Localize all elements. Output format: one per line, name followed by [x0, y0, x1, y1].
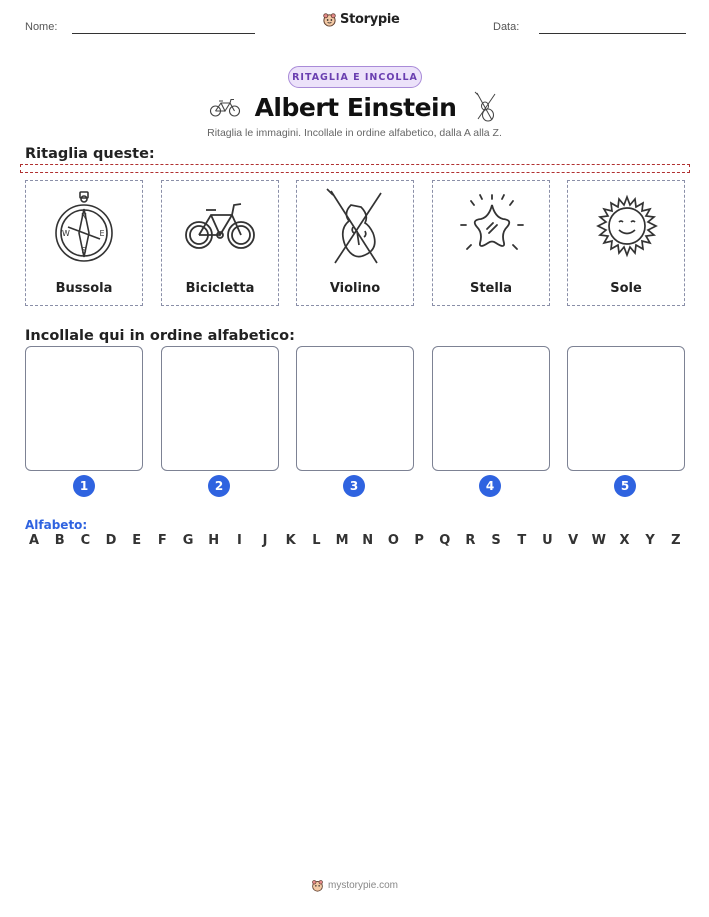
alphabet-letter: Z: [671, 533, 681, 548]
cut-card-bussola[interactable]: [25, 180, 143, 306]
alphabet-letter: U: [542, 533, 553, 548]
alphabet-letter: B: [54, 533, 65, 548]
compass-icon: [50, 189, 118, 267]
alphabet-letter: H: [208, 533, 220, 548]
alphabet-letter: X: [619, 533, 630, 548]
violin-icon: [470, 90, 500, 124]
svg-text:W: W: [62, 229, 70, 238]
card-label-bussola: Bussola: [55, 281, 113, 296]
svg-text:S: S: [81, 246, 87, 255]
cut-heading: Ritaglia queste:: [25, 146, 155, 162]
alphabet-letter: N: [362, 533, 374, 548]
alphabet-letter: P: [414, 533, 424, 548]
paste-box-3[interactable]: [296, 346, 414, 471]
alphabet-letter: S: [491, 533, 501, 548]
alphabet-letter: T: [517, 533, 527, 548]
star-icon: [457, 191, 527, 261]
alphabet-letter: O: [387, 533, 399, 548]
storypie-mascot-icon: [311, 879, 324, 892]
alphabet-letter: A: [28, 533, 40, 548]
alphabet-letter: C: [80, 533, 91, 548]
bicycle-icon: [184, 193, 256, 263]
alphabet-letter: I: [236, 533, 242, 548]
alphabet-letter: M: [335, 533, 349, 548]
title-row: [0, 90, 709, 124]
card-label-violino: Violino: [329, 281, 381, 296]
name-label: Nome:: [25, 21, 58, 33]
alphabet-letter: K: [285, 533, 296, 548]
alphabet-letter: Q: [439, 533, 451, 548]
card-label-sole: Sole: [610, 281, 642, 296]
bicycle-icon: [209, 96, 241, 118]
alphabet-letter: G: [182, 533, 194, 548]
number-badge-3: 3: [343, 475, 365, 497]
date-label: Data:: [493, 21, 520, 33]
alphabet-letter: W: [591, 533, 606, 548]
alphabet-letter: V: [568, 533, 579, 548]
sun-icon: [592, 191, 662, 261]
brand-name: Storypie: [340, 12, 400, 27]
date-line[interactable]: [539, 33, 686, 34]
name-line[interactable]: [72, 33, 255, 34]
paste-box-4[interactable]: [432, 346, 550, 471]
alphabet-letter: D: [105, 533, 117, 548]
alphabet-letter: E: [132, 533, 142, 548]
instructions: Ritaglia le immagini. Incollale in ordine alfabetico, dalla A alla Z.: [207, 127, 502, 139]
alphabet-letter: Y: [645, 533, 655, 548]
alphabet-row: [25, 533, 685, 548]
alphabet-letter: L: [312, 533, 321, 548]
storypie-mascot-icon: [322, 12, 337, 27]
brand-logo: [322, 12, 400, 27]
card-label-bicicletta: Bicicletta: [185, 281, 255, 296]
violin-icon: [321, 187, 391, 269]
cut-line[interactable]: [20, 164, 690, 173]
cut-card-sole[interactable]: [567, 180, 685, 306]
svg-text:N: N: [81, 212, 87, 221]
number-badge-2: 2: [208, 475, 230, 497]
svg-text:E: E: [99, 229, 105, 238]
number-badge-5: 5: [614, 475, 636, 497]
cut-card-bicicletta[interactable]: [161, 180, 279, 306]
footer-url[interactable]: mystorypie.com: [327, 880, 398, 891]
alphabet-letter: F: [157, 533, 167, 548]
page-title: Albert Einstein: [254, 92, 457, 122]
paste-heading: Incollale qui in ordine alfabetico:: [25, 328, 295, 344]
paste-box-2[interactable]: [161, 346, 279, 471]
alphabet-letter: J: [262, 533, 268, 548]
alphabet-label: Alfabeto:: [25, 518, 88, 532]
activity-badge: RITAGLIA E INCOLLA: [288, 66, 422, 88]
cut-card-violino[interactable]: [296, 180, 414, 306]
cut-card-stella[interactable]: [432, 180, 550, 306]
alphabet-letter: R: [465, 533, 476, 548]
footer: [0, 879, 709, 892]
paste-box-5[interactable]: [567, 346, 685, 471]
card-label-stella: Stella: [469, 281, 513, 296]
number-badge-4: 4: [479, 475, 501, 497]
paste-box-1[interactable]: [25, 346, 143, 471]
number-badge-1: 1: [73, 475, 95, 497]
